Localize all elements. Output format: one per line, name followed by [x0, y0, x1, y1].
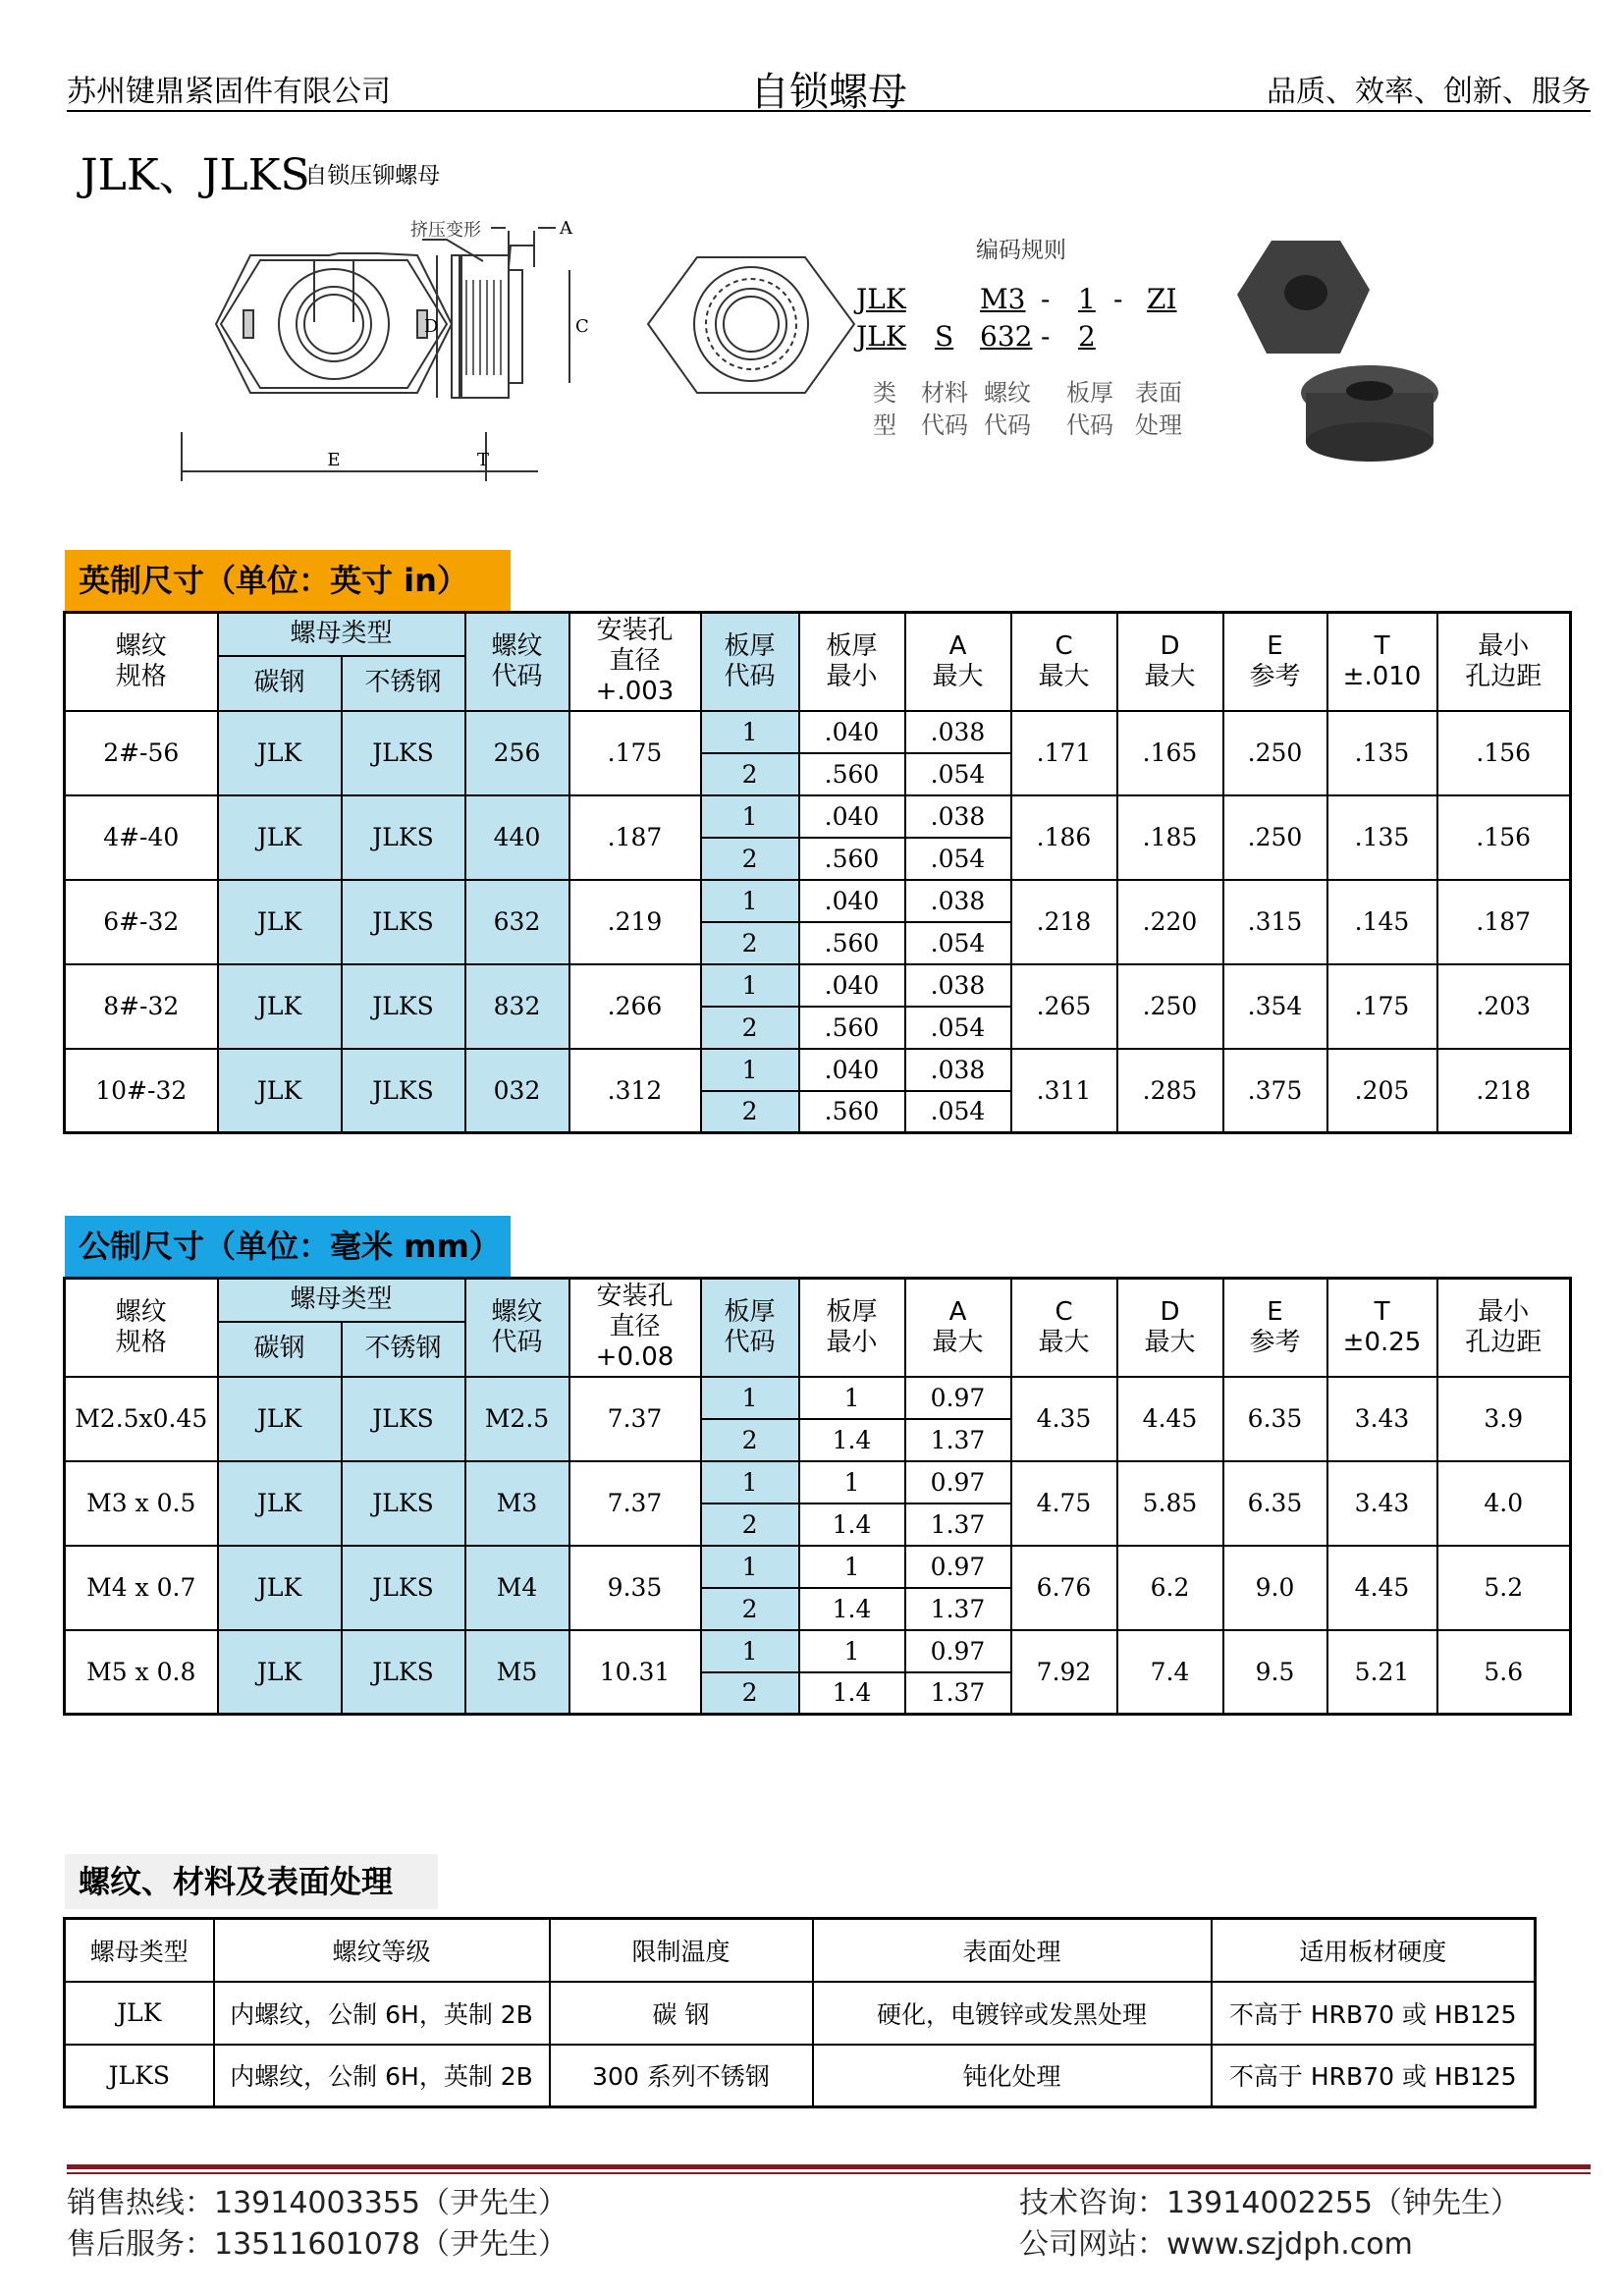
cell-thickness-code: 1	[701, 1377, 799, 1419]
cell-thickness-min: 1.4	[799, 1672, 905, 1715]
header-hole-diameter: 安装孔 直径 +0.08	[569, 1279, 701, 1377]
cell-thickness-min: .040	[799, 795, 905, 838]
cell-c-max: .218	[1011, 880, 1117, 964]
cell-d-max: 7.4	[1117, 1630, 1223, 1715]
cell-carbon: JLK	[218, 1546, 342, 1630]
header-thickness-code: 板厚 代码	[701, 1279, 799, 1377]
cell-thread-code: 256	[465, 711, 569, 795]
cell-min-edge: .218	[1437, 1049, 1571, 1133]
header-carbon-steel: 碳钢	[218, 1322, 342, 1377]
tech-consulting: 技术咨询：13914002255（钟先生）	[1019, 2186, 1520, 2220]
cell-t: .135	[1327, 795, 1437, 880]
cell-hole-diameter: .219	[569, 880, 701, 964]
code-rule-line2	[856, 320, 1190, 354]
cell-a-max: .054	[905, 838, 1011, 880]
page-header	[67, 61, 1591, 115]
cell-a-max: .054	[905, 753, 1011, 795]
cell-a-max: 0.97	[905, 1461, 1011, 1503]
cell-t: 5.21	[1327, 1630, 1437, 1715]
header-thickness-min: 板厚 最小	[799, 613, 905, 711]
cell-c-max: .186	[1011, 795, 1117, 880]
cell-thread-code: 632	[465, 880, 569, 964]
cell-thickness-code: 2	[701, 1672, 799, 1715]
cell-carbon: JLK	[218, 711, 342, 795]
cell-thread-spec: 10#-32	[65, 1049, 218, 1133]
cell-c-max: .311	[1011, 1049, 1117, 1133]
sales-hotline: 销售热线：13914003355（尹先生）	[67, 2186, 568, 2220]
cell-d-max: .185	[1117, 795, 1223, 880]
cell-a-max: .054	[905, 1007, 1011, 1049]
footer-divider	[67, 2164, 1591, 2169]
dim-d-label: D	[424, 316, 439, 337]
cell-hole-diameter: .266	[569, 964, 701, 1049]
cell-a-max: .038	[905, 795, 1011, 838]
legend-thickness: 板厚 代码	[1066, 379, 1113, 439]
cell-thickness-min: .040	[799, 964, 905, 1007]
technical-drawing	[167, 206, 1443, 501]
cell-c-max: 4.35	[1011, 1377, 1117, 1461]
header-c-max: C 最大	[1011, 613, 1117, 711]
header-row	[65, 613, 1571, 656]
cell-thread-code: M3	[465, 1461, 569, 1546]
cell-thickness-min: 1.4	[799, 1503, 905, 1546]
material-cell: JLKS	[65, 2045, 214, 2107]
code-material-2: S	[935, 320, 954, 353]
cell-hole-diameter: 9.35	[569, 1546, 701, 1630]
nut-photo	[1237, 241, 1438, 462]
cell-stainless: JLKS	[342, 880, 465, 964]
cell-thickness-min: 1	[799, 1461, 905, 1503]
cell-thickness-code: 2	[701, 753, 799, 795]
cell-carbon: JLK	[218, 880, 342, 964]
table-row	[65, 2045, 1536, 2107]
cell-a-max: 0.97	[905, 1546, 1011, 1588]
cell-t: 3.43	[1327, 1461, 1437, 1546]
material-header-cell: 螺纹等级	[214, 1919, 550, 1982]
cell-thickness-code: 2	[701, 1503, 799, 1546]
metric-section-title: 公制尺寸（单位：毫米 mm）	[65, 1216, 511, 1277]
header-thread-code: 螺纹 代码	[465, 1279, 569, 1377]
hex-top-view	[648, 257, 854, 393]
metric-spec-table	[63, 1277, 1572, 1716]
header-min-edge: 最小 孔边距	[1437, 613, 1571, 711]
product-title: JLK、JLKS	[81, 150, 310, 200]
table-row	[65, 1461, 1571, 1503]
cell-e-ref: 9.5	[1223, 1630, 1327, 1715]
cell-c-max: 7.92	[1011, 1630, 1117, 1715]
cell-thread-code: M5	[465, 1630, 569, 1715]
cell-stainless: JLKS	[342, 711, 465, 795]
code-rule-line1	[856, 283, 1190, 316]
cell-min-edge: .156	[1437, 711, 1571, 795]
cell-d-max: .165	[1117, 711, 1223, 795]
legend-material: 材料 代码	[921, 379, 968, 439]
dim-c-label: C	[575, 316, 589, 337]
cell-a-max: 0.97	[905, 1377, 1011, 1419]
cell-min-edge: 5.2	[1437, 1546, 1571, 1630]
header-min-edge: 最小 孔边距	[1437, 1279, 1571, 1377]
company-slogan: 品质、效率、创新、服务	[1267, 75, 1591, 109]
cell-e-ref: .315	[1223, 880, 1327, 964]
cell-d-max: .220	[1117, 880, 1223, 964]
code-rule-title: 编码规则	[976, 238, 1066, 263]
legend-thread: 螺纹 代码	[984, 379, 1031, 439]
cell-hole-diameter: 7.37	[569, 1461, 701, 1546]
header-thread-spec: 螺纹 规格	[65, 613, 218, 711]
cell-thickness-code: 1	[701, 1461, 799, 1503]
cell-thickness-min: .560	[799, 1007, 905, 1049]
cell-stainless: JLKS	[342, 964, 465, 1049]
cell-thread-spec: M5 x 0.8	[65, 1630, 218, 1715]
cell-hole-diameter: .187	[569, 795, 701, 880]
code-thk-1: 1	[1078, 283, 1096, 315]
cell-thread-spec: 2#-56	[65, 711, 218, 795]
material-section-title: 螺纹、材料及表面处理	[65, 1854, 438, 1909]
cell-carbon: JLK	[218, 1049, 342, 1133]
header-t-tol: T ±.010	[1327, 613, 1437, 711]
cell-min-edge: .187	[1437, 880, 1571, 964]
header-stainless-steel: 不锈钢	[342, 656, 465, 711]
dim-t-label: T	[477, 450, 490, 470]
code-dash-3: -	[1041, 320, 1051, 353]
cell-e-ref: .250	[1223, 795, 1327, 880]
cell-a-max: .038	[905, 964, 1011, 1007]
material-cell: 内螺纹，公制 6H，英制 2B	[214, 1982, 550, 2045]
table-row	[65, 1630, 1571, 1672]
cell-min-edge: .203	[1437, 964, 1571, 1049]
cell-a-max: .054	[905, 1091, 1011, 1133]
nut-drawing-svg	[167, 206, 1443, 501]
cell-carbon: JLK	[218, 1461, 342, 1546]
header-e-ref: E 参考	[1223, 1279, 1327, 1377]
header-d-max: D 最大	[1117, 613, 1223, 711]
material-cell: 300 系列不锈钢	[550, 2045, 813, 2107]
cell-c-max: .171	[1011, 711, 1117, 795]
side-view	[422, 228, 569, 471]
cell-a-max: 1.37	[905, 1503, 1011, 1546]
cell-hole-diameter: .312	[569, 1049, 701, 1133]
header-thread-code: 螺纹 代码	[465, 613, 569, 711]
cell-thickness-min: .040	[799, 711, 905, 753]
footer-divider-thin	[67, 2172, 1591, 2174]
cell-t: .145	[1327, 880, 1437, 964]
cell-thickness-code: 1	[701, 795, 799, 838]
material-cell: 碳 钢	[550, 1982, 813, 2045]
cell-thickness-min: .560	[799, 753, 905, 795]
company-website[interactable]: 公司网站：www.szjdph.com	[1019, 2227, 1413, 2262]
cell-e-ref: 6.35	[1223, 1377, 1327, 1461]
cell-stainless: JLKS	[342, 1546, 465, 1630]
code-dash-2: -	[1113, 283, 1123, 315]
cell-thickness-min: .560	[799, 922, 905, 964]
inch-section-title: 英制尺寸（单位：英寸 in）	[65, 550, 511, 611]
header-stainless-steel: 不锈钢	[342, 1322, 465, 1377]
cell-stainless: JLKS	[342, 1630, 465, 1715]
cell-thickness-code: 1	[701, 1630, 799, 1672]
cell-a-max: 0.97	[905, 1630, 1011, 1672]
legend-type: 类 型	[873, 379, 896, 439]
code-type-1: JLK	[856, 283, 906, 315]
cell-stainless: JLKS	[342, 795, 465, 880]
header-row	[65, 1279, 1571, 1322]
material-cell: 不高于 HRB70 或 HB125	[1212, 2045, 1536, 2107]
cell-thread-spec: 8#-32	[65, 964, 218, 1049]
table-row	[65, 711, 1571, 753]
header-c-max: C 最大	[1011, 1279, 1117, 1377]
cell-thread-code: 440	[465, 795, 569, 880]
inch-spec-table	[63, 611, 1572, 1134]
cell-thickness-min: 1.4	[799, 1419, 905, 1461]
cell-stainless: JLKS	[342, 1377, 465, 1461]
cell-carbon: JLK	[218, 1630, 342, 1715]
cell-a-max: 1.37	[905, 1588, 1011, 1630]
header-d-max: D 最大	[1117, 1279, 1223, 1377]
cell-t: 3.43	[1327, 1377, 1437, 1461]
code-finish-1: ZI	[1147, 283, 1177, 315]
cell-a-max: .054	[905, 922, 1011, 964]
cell-thread-spec: M3 x 0.5	[65, 1461, 218, 1546]
cell-hole-diameter: 10.31	[569, 1630, 701, 1715]
cell-a-max: .038	[905, 1049, 1011, 1091]
cell-min-edge: 5.6	[1437, 1630, 1571, 1715]
cell-t: .175	[1327, 964, 1437, 1049]
cell-t: 4.45	[1327, 1546, 1437, 1630]
cell-d-max: 4.45	[1117, 1377, 1223, 1461]
material-header-cell: 螺母类型	[65, 1919, 214, 1982]
cell-c-max: .265	[1011, 964, 1117, 1049]
cell-carbon: JLK	[218, 795, 342, 880]
deform-label: 挤压变形	[410, 220, 481, 241]
table-row	[65, 1377, 1571, 1419]
cell-thickness-code: 1	[701, 964, 799, 1007]
header-thickness-min: 板厚 最小	[799, 1279, 905, 1377]
cell-a-max: .038	[905, 880, 1011, 922]
material-cell: 钝化处理	[813, 2045, 1212, 2107]
cell-d-max: 5.85	[1117, 1461, 1223, 1546]
cell-thread-code: M4	[465, 1546, 569, 1630]
material-cell: 硬化，电镀锌或发黑处理	[813, 1982, 1212, 2045]
material-header-cell: 表面处理	[813, 1919, 1212, 1982]
company-name: 苏州键鼎紧固件有限公司	[67, 75, 391, 109]
cell-thickness-code: 1	[701, 1049, 799, 1091]
cell-thread-code: 032	[465, 1049, 569, 1133]
cell-thread-spec: M2.5x0.45	[65, 1377, 218, 1461]
cell-thickness-code: 2	[701, 1091, 799, 1133]
cell-thread-spec: 4#-40	[65, 795, 218, 880]
header-e-ref: E 参考	[1223, 613, 1327, 711]
header-a-max: A 最大	[905, 1279, 1011, 1377]
cell-thickness-code: 2	[701, 1419, 799, 1461]
cell-thickness-code: 2	[701, 922, 799, 964]
table-row	[65, 1982, 1536, 2045]
cell-a-max: 1.37	[905, 1419, 1011, 1461]
cell-thickness-code: 1	[701, 711, 799, 753]
header-hole-diameter: 安装孔 直径 +.003	[569, 613, 701, 711]
cell-hole-diameter: 7.37	[569, 1377, 701, 1461]
page-title: 自锁螺母	[750, 70, 907, 115]
legend-finish: 表面 处理	[1135, 379, 1182, 439]
cell-min-edge: 4.0	[1437, 1461, 1571, 1546]
cell-thickness-code: 2	[701, 838, 799, 880]
table-row	[65, 1049, 1571, 1091]
code-thread-2: 632	[980, 320, 1033, 353]
code-type-2: JLK	[856, 320, 906, 353]
cell-thickness-min: .040	[799, 880, 905, 922]
code-rule-legend	[864, 377, 1217, 446]
material-table	[63, 1917, 1537, 2108]
material-cell: JLK	[65, 1982, 214, 2045]
cell-t: .135	[1327, 711, 1437, 795]
cell-stainless: JLKS	[342, 1049, 465, 1133]
product-subtitle: -自锁压铆螺母	[297, 163, 441, 189]
dim-e-label: E	[327, 450, 341, 470]
header-thickness-code: 板厚 代码	[701, 613, 799, 711]
cell-min-edge: 3.9	[1437, 1377, 1571, 1461]
cell-thread-spec: M4 x 0.7	[65, 1546, 218, 1630]
cell-d-max: .250	[1117, 964, 1223, 1049]
cell-thickness-code: 2	[701, 1007, 799, 1049]
cell-carbon: JLK	[218, 964, 342, 1049]
cell-c-max: 6.76	[1011, 1546, 1117, 1630]
material-header-cell: 适用板材硬度	[1212, 1919, 1536, 1982]
cell-stainless: JLKS	[342, 1461, 465, 1546]
header-nut-type: 螺母类型	[218, 1279, 465, 1322]
cell-thickness-min: 1	[799, 1546, 905, 1588]
cell-thickness-min: 1.4	[799, 1588, 905, 1630]
material-header-cell: 限制温度	[550, 1919, 813, 1982]
cell-thickness-min: .560	[799, 838, 905, 880]
cell-min-edge: .156	[1437, 795, 1571, 880]
cell-e-ref: 6.35	[1223, 1461, 1327, 1546]
header-nut-type: 螺母类型	[218, 613, 465, 656]
material-cell: 内螺纹，公制 6H，英制 2B	[214, 2045, 550, 2107]
table-row	[65, 964, 1571, 1007]
cell-d-max: 6.2	[1117, 1546, 1223, 1630]
table-row	[65, 795, 1571, 838]
cell-a-max: 1.37	[905, 1672, 1011, 1715]
after-sales-service: 售后服务：13511601078（尹先生）	[67, 2227, 568, 2262]
header-thread-spec: 螺纹 规格	[65, 1279, 218, 1377]
header-t-tol: T ±0.25	[1327, 1279, 1437, 1377]
table-row	[65, 880, 1571, 922]
code-thk-2: 2	[1078, 320, 1096, 353]
material-cell: 不高于 HRB70 或 HB125	[1212, 1982, 1536, 2045]
cell-e-ref: 9.0	[1223, 1546, 1327, 1630]
cell-carbon: JLK	[218, 1377, 342, 1461]
cell-thickness-code: 1	[701, 1546, 799, 1588]
code-dash-1: -	[1041, 283, 1051, 315]
dim-a-label: A	[560, 218, 572, 239]
cell-thread-code: M2.5	[465, 1377, 569, 1461]
cell-c-max: 4.75	[1011, 1461, 1117, 1546]
header-a-max: A 最大	[905, 613, 1011, 711]
cell-t: .205	[1327, 1049, 1437, 1133]
hex-front-view	[182, 253, 486, 481]
cell-thickness-code: 2	[701, 1588, 799, 1630]
table-row	[65, 1546, 1571, 1588]
cell-e-ref: .375	[1223, 1049, 1327, 1133]
cell-thread-spec: 6#-32	[65, 880, 218, 964]
cell-a-max: .038	[905, 711, 1011, 753]
cell-e-ref: .354	[1223, 964, 1327, 1049]
cell-thickness-code: 1	[701, 880, 799, 922]
code-thread-1: M3	[980, 283, 1026, 315]
cell-thickness-min: .560	[799, 1091, 905, 1133]
cell-e-ref: .250	[1223, 711, 1327, 795]
header-carbon-steel: 碳钢	[218, 656, 342, 711]
cell-hole-diameter: .175	[569, 711, 701, 795]
cell-thickness-min: 1	[799, 1630, 905, 1672]
cell-d-max: .285	[1117, 1049, 1223, 1133]
header-row	[65, 1919, 1536, 1982]
cell-thickness-min: 1	[799, 1377, 905, 1419]
cell-thread-code: 832	[465, 964, 569, 1049]
cell-thickness-min: .040	[799, 1049, 905, 1091]
